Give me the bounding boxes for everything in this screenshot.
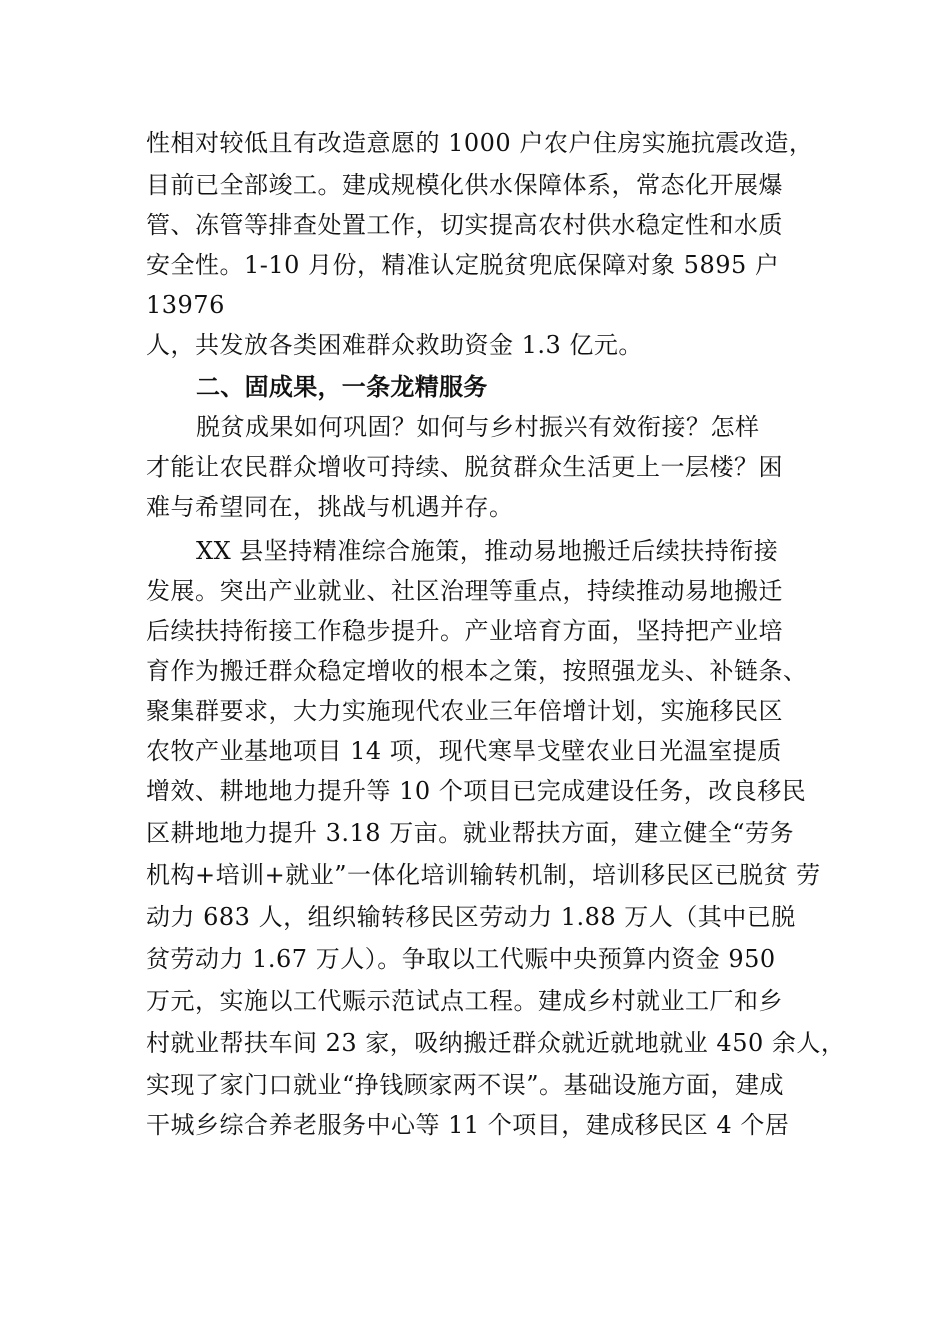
text-line: 发展。突出产业就业、社区治理等重点，持续推动易地搬迁	[146, 577, 783, 605]
text-line: XX 县坚持精准综合施策，推动易地搬迁后续扶持衔接	[196, 537, 779, 565]
text-line: 目前已全部竣工。建成规模化供水保障体系，常态化开展爆	[146, 171, 783, 199]
text-line: 实现了家门口就业“挣钱顾家两不误”。基础设施方面，建成	[146, 1071, 785, 1099]
text-line: 增效、耕地地力提升等 10 个项目已完成建设任务，改良移民	[146, 777, 807, 805]
text-line: 难与希望同在，挑战与机遇并存。	[146, 493, 514, 521]
text-line: 区耕地地力提升 3.18 万亩。就业帮扶方面，建立健全“劳务	[146, 819, 794, 847]
text-line: 人，共发放各类困难群众救助资金 1.3 亿元。	[146, 331, 643, 359]
text-line: 性相对较低且有改造意愿的 1000 户农户住房实施抗震改造，	[146, 129, 814, 157]
text-line: 育作为搬迁群众稳定增收的根本之策，按照强龙头、补链条、	[146, 657, 808, 685]
text-line: 万元，实施以工代赈示范试点工程。建成乡村就业工厂和乡	[146, 987, 783, 1015]
text-line: 安全性。1-10 月份，精准认定脱贫兜底保障对象 5895 户	[146, 251, 780, 279]
section-heading: 二、固成果，一条龙精服务	[196, 373, 488, 401]
text-line: 聚集群要求，大力实施现代农业三年倍增计划，实施移民区	[146, 697, 783, 725]
text-line: 村就业帮扶车间 23 家，吸纳搬迁群众就近就地就业 450 余人，	[146, 1029, 846, 1057]
text-line: 机构+培训+就业”一体化培训输转机制，培训移民区已脱贫 劳	[146, 861, 821, 889]
text-line: 动力 683 人，组织输转移民区劳动力 1.88 万人（其中已脱	[146, 903, 796, 931]
text-line: 管、冻管等排查处置工作，切实提高农村供水稳定性和水质	[146, 211, 783, 239]
text-line: 后续扶持衔接工作稳步提升。产业培育方面，坚持把产业培	[146, 617, 783, 645]
text-line: 贫劳动力 1.67 万人）。争取以工代赈中央预算内资金 950	[146, 945, 776, 973]
text-line: 才能让农民群众增收可持续、脱贫群众生活更上一层楼？困	[146, 453, 783, 481]
text-line: 13976	[146, 291, 225, 319]
text-line: 干城乡综合养老服务中心等 11 个项目，建成移民区 4 个居	[146, 1111, 790, 1139]
text-line: 脱贫成果如何巩固？如何与乡村振兴有效衔接？怎样	[196, 413, 760, 441]
text-line: 农牧产业基地项目 14 项，现代寒旱戈壁农业日光温室提质	[146, 737, 782, 765]
